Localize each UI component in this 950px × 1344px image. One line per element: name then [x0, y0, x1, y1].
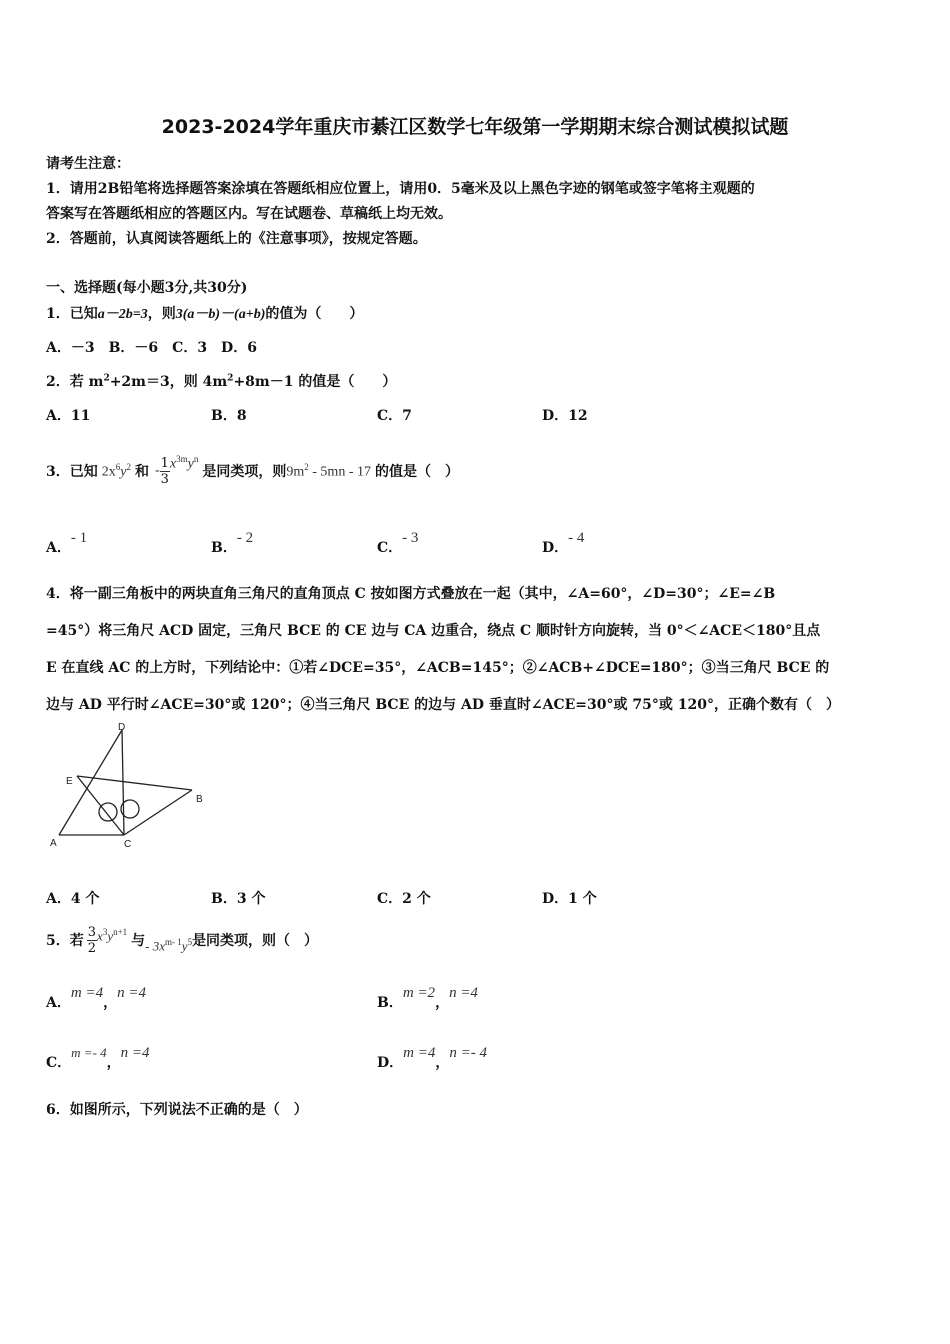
q5-option-b: B．m =2，n =4 — [377, 985, 478, 1011]
q3-option-c-value: - 3 — [402, 530, 419, 546]
figure-label-d: D — [118, 722, 126, 733]
q3-option-a-value: - 1 — [70, 530, 88, 546]
q5-prefix: 5．若 — [46, 933, 84, 949]
figure-angle-circle-left — [99, 803, 117, 821]
question-5 — [46, 918, 318, 962]
q2-exp1: 2 — [103, 373, 110, 384]
q3-option-b-value: - 2 — [236, 530, 254, 546]
notice-line-1a: 1．请用2B铅笔将选择题答案涂填在答题纸相应位置上，请用0．5毫米及以上黑色字迹的钢笔或签字笔将主观题的 — [46, 181, 755, 197]
q2-option-d: D．12 — [542, 408, 588, 424]
q5-option-c: C．m =- 4，n =4 — [46, 1045, 150, 1071]
q5-option-a: A．m =4，n =4 — [46, 985, 146, 1011]
q3-term2: $x^{3m}y^n$ — [169, 453, 199, 472]
question-6: 6．如图所示，下列说法不正确的是（ ） — [46, 1102, 308, 1118]
triangle-figure — [40, 718, 215, 853]
q3-option-b: B．- 2 — [211, 530, 254, 556]
q3-option-d-value: - 4 — [568, 530, 585, 546]
q4-line-1: 4．将一副三角板中的两块直角三角尺的直角顶点 C 按如图方式叠放在一起（其中，∠A=60°，∠D=30°；∠E=∠B — [46, 586, 776, 602]
figure-label-a: A — [50, 838, 57, 849]
figure-line-ec — [77, 776, 124, 835]
q3-prefix: 3．已知 — [46, 464, 98, 480]
q3-mid: 是同类项，则 — [202, 464, 287, 480]
figure-line-eb — [77, 776, 192, 790]
q5-fraction: $\frac{3}{2}$ — [87, 924, 97, 956]
q2-mid1: +2m＝3，则 4m — [109, 374, 228, 390]
page-title: 2023-2024学年重庆市綦江区数学七年级第一学期期末综合测试模拟试题 — [161, 116, 789, 138]
q3-expression: $9m^2 - 5mn - 17$ — [286, 461, 371, 480]
q4-option-b: B．3 个 — [211, 891, 266, 907]
q3-suffix: 的值是（ ） — [374, 464, 459, 480]
q4-option-a: A．4 个 — [46, 891, 100, 907]
q1-options: A．－3 B．－6 C．3 D．6 — [46, 340, 257, 356]
q4-line-2: =45°）将三角尺 ACD 固定，三角尺 BCE 的 CE 边与 CA 边重合，绕点 C 顺时针方向旋转，当 0°＜∠ACE＜180°且点 — [46, 623, 821, 639]
question-1 — [46, 303, 363, 323]
q3-neg: - — [154, 463, 160, 478]
q3-option-d: D．- 4 — [542, 530, 585, 556]
q5-term2: - $3x^{m- 1}y^5$ — [145, 937, 193, 954]
q3-and: 和 — [134, 464, 149, 480]
q1-mid: ，则 — [147, 306, 176, 322]
figure-label-c: C — [124, 839, 132, 850]
q2-exp2: 2 — [227, 373, 234, 384]
section-heading: 一、选择题(每小题3分,共30分) — [46, 280, 248, 296]
q3-fraction: $\frac{1}{3}$ — [160, 455, 169, 487]
q2-prefix: 2．若 m — [46, 374, 104, 390]
q5-and: 与 — [131, 933, 146, 949]
q5-option-d: D．m =4，n =- 4 — [377, 1045, 487, 1071]
q5-term1: $x^3y^{n+1}$ — [97, 927, 128, 944]
figure-line-dc — [122, 730, 124, 835]
q1-condition: a－2b=3 — [97, 307, 148, 322]
q2-option-c: C．7 — [377, 408, 412, 424]
q2-mid2: +8m－1 的值是（ ） — [233, 374, 397, 390]
figure-label-e: E — [66, 776, 73, 787]
notice-line-1b: 答案写在答题纸相应的答题区内。写在试题卷、草稿纸上均无效。 — [46, 206, 452, 222]
q5-suffix: 是同类项，则（ ） — [192, 933, 319, 949]
q3-term1: $2x^6y^2$ — [101, 461, 131, 480]
q4-line-3: E 在直线 AC 的上方时，下列结论中：①若∠DCE=35°，∠ACB=145°；②∠ACB+∠DCE=180°；③当三角尺 BCE 的 — [46, 660, 830, 676]
q2-option-b: B．8 — [211, 408, 247, 424]
q1-expression: 3(a－b)－(a+b) — [175, 307, 266, 322]
question-3 — [46, 446, 459, 496]
q3-option-a: A．- 1 — [46, 530, 88, 556]
question-2 — [46, 371, 396, 391]
figure-label-b: B — [196, 794, 203, 805]
q4-option-c: C．2 个 — [377, 891, 431, 907]
q4-option-d: D．1 个 — [542, 891, 597, 907]
q1-suffix: 的值为（ ） — [265, 306, 364, 322]
q2-option-a: A．11 — [46, 408, 91, 424]
q4-line-4: 边与 AD 平行时∠ACE=30°或 120°；④当三角尺 BCE 的边与 AD 垂直时∠ACE=30°或 75°或 120°，正确个数有（ ） — [46, 697, 840, 713]
figure-line-bc — [124, 790, 192, 835]
notice-line-2: 2．答题前，认真阅读答题纸上的《注意事项》，按规定答题。 — [46, 231, 427, 247]
q1-prefix: 1．已知 — [46, 306, 98, 322]
notice-heading: 请考生注意： — [46, 156, 130, 172]
q3-option-c: C．- 3 — [377, 530, 419, 556]
